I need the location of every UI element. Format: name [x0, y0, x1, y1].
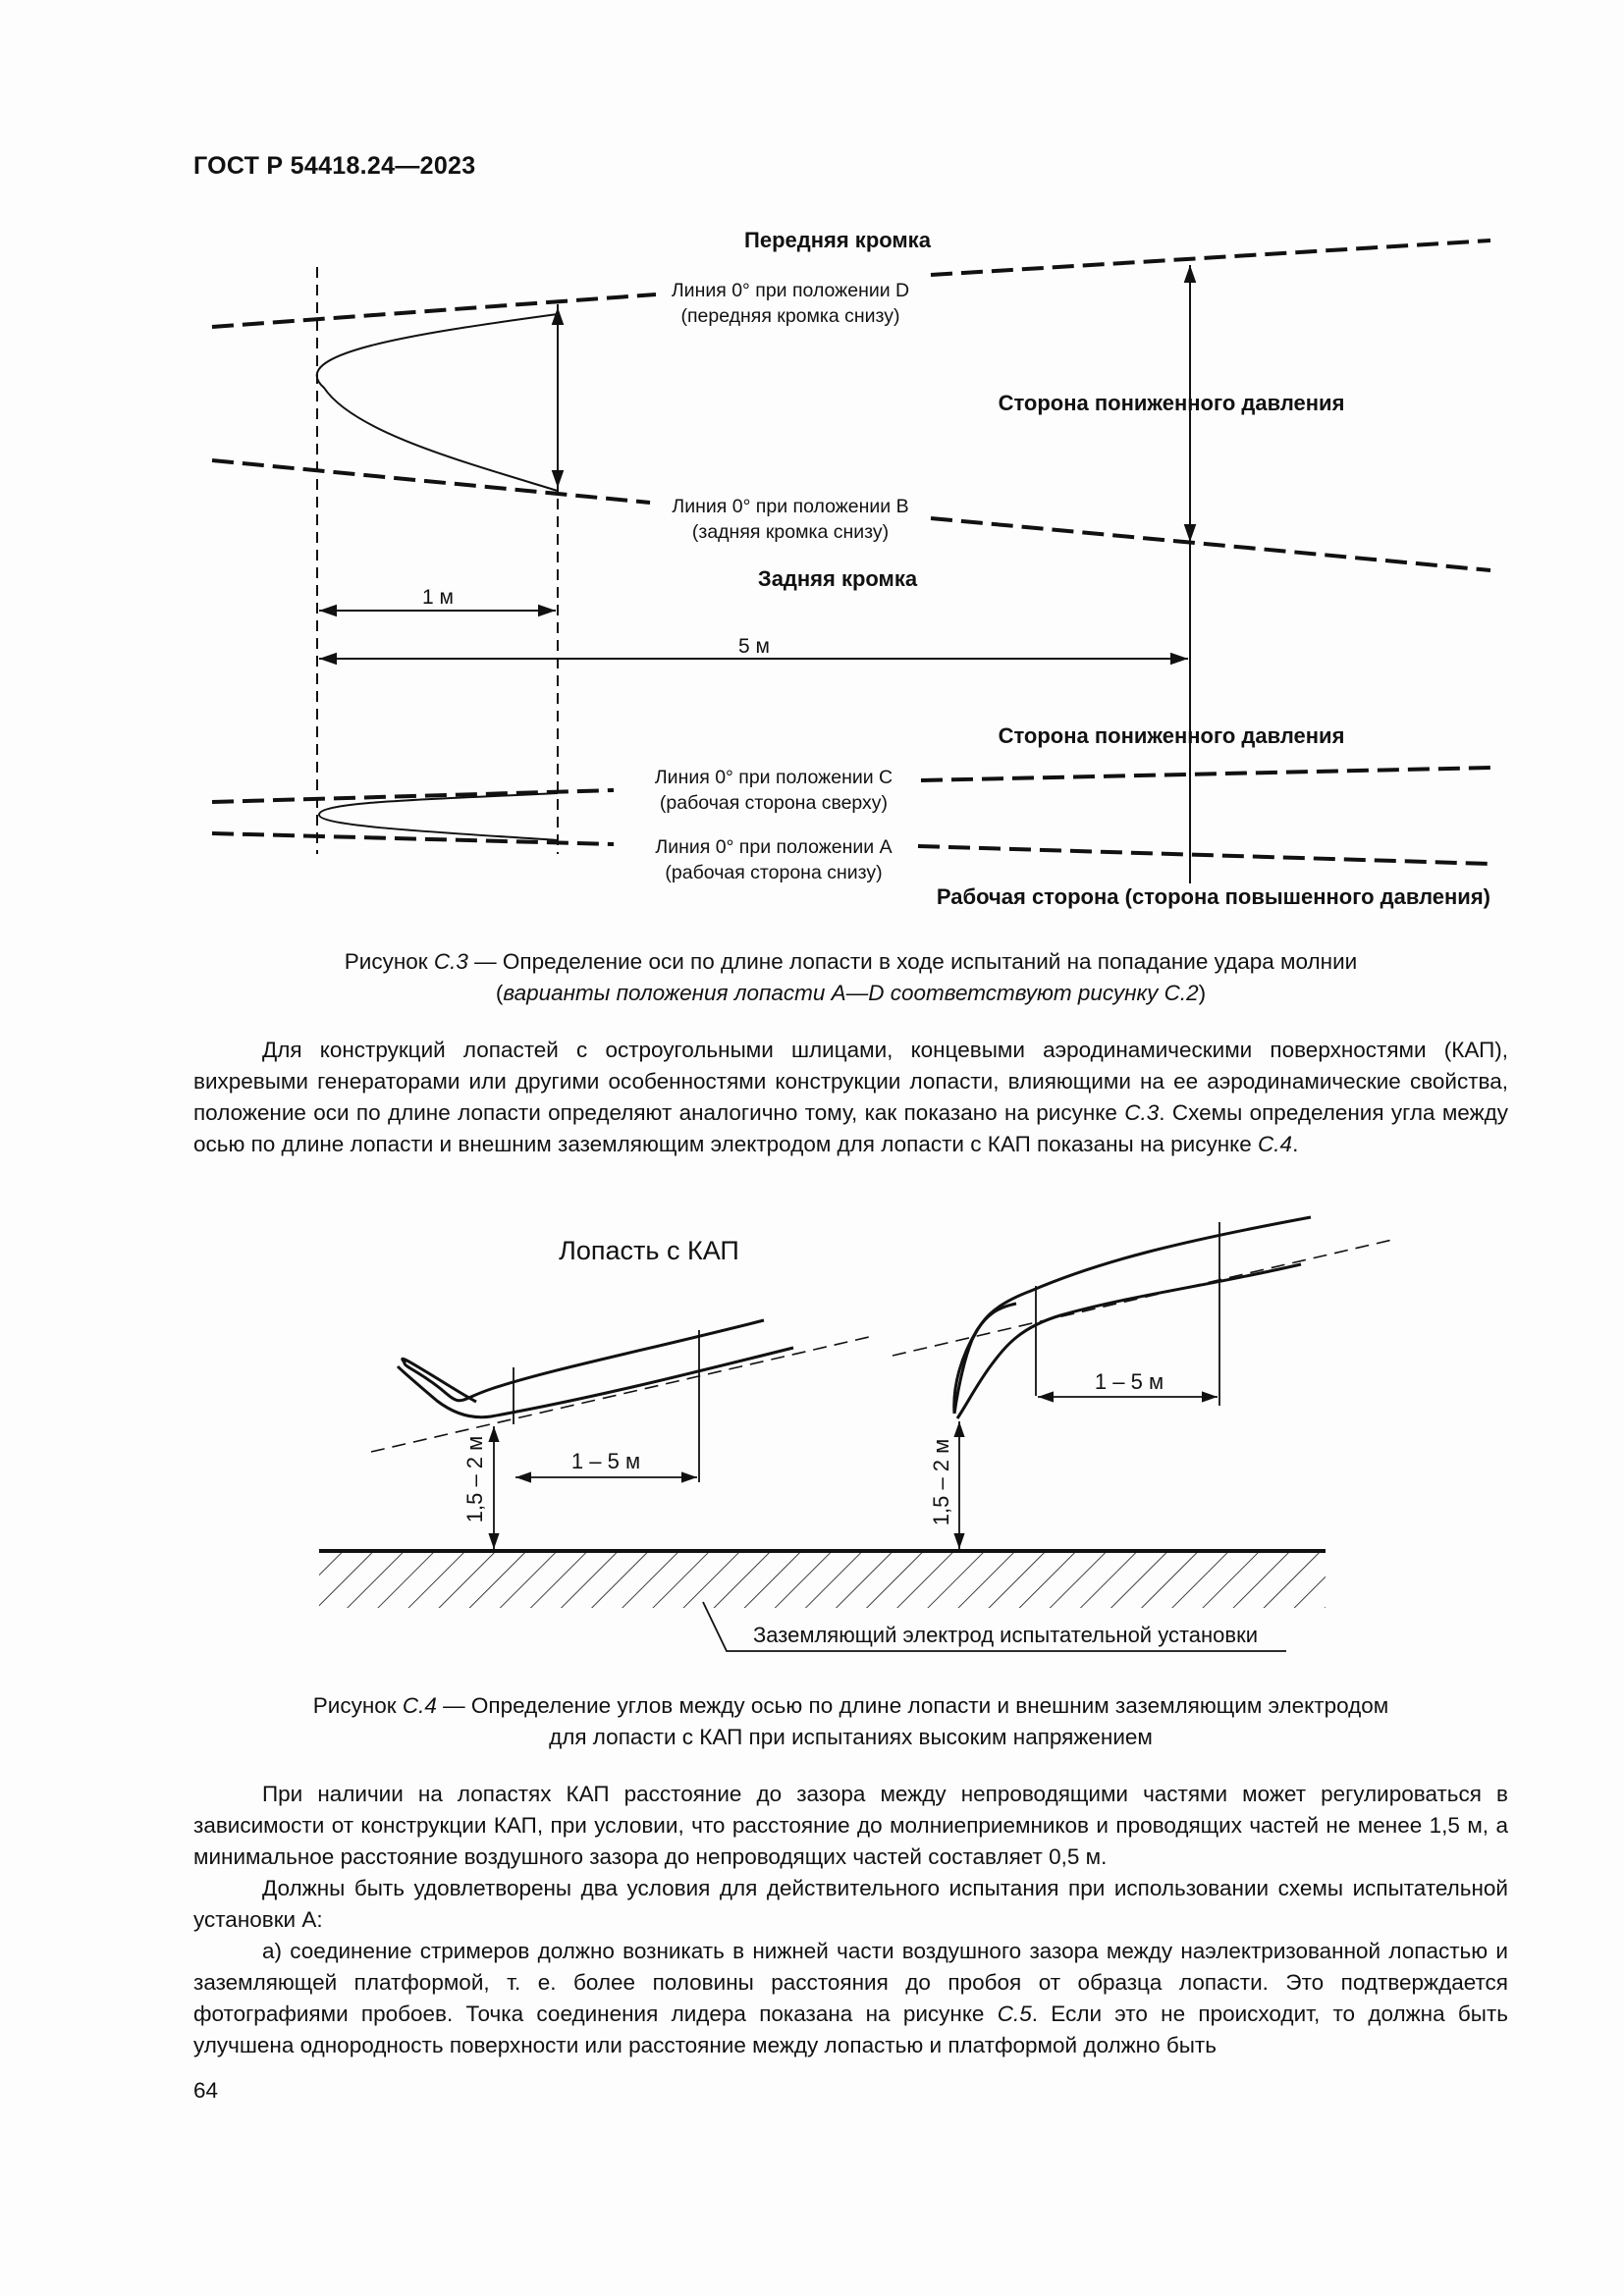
paragraph-1-text-b: . Схемы определения угла между осью по длине лопасти и внешним заземляющим электродом для лопасти с КАП показаны на рисунке — [193, 1100, 1508, 1156]
zero-line-a-left — [212, 833, 614, 844]
line-a-label: Линия 0° при положении A — [655, 836, 893, 858]
pressure-side-label: Рабочая сторона (сторона повышенного давления) — [936, 884, 1490, 909]
caption-number: С.3 — [433, 949, 468, 974]
dimension-5m-label: 5 м — [738, 635, 770, 658]
zero-line-a-right — [918, 846, 1490, 864]
page-number: 64 — [193, 2078, 219, 2103]
paragraph-4-text-b: . Если это не происходит, то должна быть улучшена однородность поверхности или расстояние между лопастью и платформой должно быть — [193, 2002, 1508, 2057]
left-blade-outer — [403, 1320, 764, 1402]
caption-prefix: Рисунок — [312, 1693, 403, 1718]
figure-c4-diagram — [0, 1178, 1624, 1688]
kap-blade-title: Лопасть с КАП — [559, 1236, 739, 1265]
ground-electrode-label: Заземляющий электрод испытательной установки — [752, 1623, 1259, 1647]
paragraph-4 — [193, 1936, 1508, 2061]
figure-ref-c5: С.5 — [997, 2002, 1032, 2026]
ground-hatch — [319, 1551, 1326, 1608]
caption-line-2: для лопасти с КАП при испытаниях высоким напряжением — [549, 1725, 1153, 1749]
blade-profile-lower — [319, 793, 558, 840]
paragraph-2: При наличии на лопастях КАП расстояние до зазора между непроводящими частями может регулироваться в зависимости от конструкции КАП, при условии, что расстояние до молниеприемников и проводящих частей не менее 1,5 м, а минимальное расстояние воздушного зазора до непроводящих частей составляет 0,5 м. — [193, 1782, 1508, 1869]
body-text — [193, 1779, 1508, 2061]
zero-line-b-left — [212, 460, 650, 503]
figure-c3-diagram — [0, 0, 1624, 942]
document-code: ГОСТ Р 54418.24—2023 — [193, 152, 476, 180]
right-horizontal-dimension-label: 1 – 5 м — [1094, 1369, 1164, 1394]
line-c-label: Линия 0° при положении C — [654, 767, 893, 788]
paragraph-1 — [193, 1035, 1508, 1160]
paragraph-1-text-a: Для конструкций лопастей с остроугольными шлицами, концевыми аэродинамическими поверхностями (КАП), вихревыми генераторами или другими особенностями конструкции лопасти, влияющими на ее аэродинамические свойства, положение оси по длине лопасти определяют аналогично тому, как показано на рисунке — [193, 1038, 1508, 1125]
caption-note: варианты положения лопасти А—D соответствуют рисунку С.2 — [503, 981, 1199, 1005]
line-b-label: Линия 0° при положении B — [672, 496, 909, 517]
paragraph-4-text-a: а) соединение стримеров должно возникать в нижней части воздушного зазора между наэлектризованной лопастью и заземляющей платформой, т. е. более половины расстояния до пробоя от образца лопасти. Это подтверждается фотографиями пробоев. Точка соединения лидера показана на рисунке — [193, 1939, 1508, 2026]
left-blade-inner — [398, 1348, 793, 1417]
line-d-note: (передняя кромка снизу) — [680, 305, 900, 327]
line-b-note: (задняя кромка снизу) — [691, 521, 890, 543]
caption-paren-open: ( — [495, 981, 504, 1005]
figure-ref-c3: С.3 — [1124, 1100, 1160, 1125]
zero-line-c-right — [921, 768, 1490, 780]
zero-line-b-right — [931, 518, 1490, 570]
paragraph-1-text-c: . — [1292, 1132, 1299, 1156]
trailing-edge-label: Задняя кромка — [757, 566, 918, 591]
zero-line-d-left — [212, 294, 656, 327]
paragraph-3: Должны быть удовлетворены два условия для действительного испытания при использовании схемы испытательной установки А: — [193, 1876, 1508, 1932]
dimension-1m-label: 1 м — [422, 586, 454, 609]
caption-text: — Определение оси по длине лопасти в ходе испытаний на попадание удара молнии — [467, 949, 1358, 974]
suction-side-bottom-label: Сторона пониженного давления — [998, 723, 1345, 748]
suction-side-top-label: Сторона пониженного давления — [998, 391, 1345, 415]
line-c-note: (рабочая сторона сверху) — [659, 792, 889, 814]
caption-prefix: Рисунок — [344, 949, 434, 974]
right-vertical-dimension-label: 1,5 – 2 м — [929, 1438, 953, 1526]
right-blade-inner — [957, 1264, 1301, 1418]
figure-c3-caption — [193, 946, 1508, 1009]
figure-ref-c4: С.4 — [1258, 1132, 1293, 1156]
line-a-note: (рабочая сторона снизу) — [665, 862, 883, 883]
right-blade-winglet — [954, 1304, 1016, 1414]
line-d-label: Линия 0° при положении D — [671, 280, 910, 301]
left-vertical-dimension-label: 1,5 – 2 м — [462, 1435, 487, 1523]
leading-edge-label: Передняя кромка — [744, 228, 931, 252]
caption-number: С.4 — [402, 1693, 437, 1718]
figure-c4-caption — [193, 1690, 1508, 1753]
caption-paren-close: ) — [1198, 981, 1207, 1005]
blade-profile-upper — [317, 314, 558, 491]
zero-line-d-right — [931, 240, 1490, 275]
caption-text: — Определение углов между осью по длине лопасти и внешним заземляющим электродом — [436, 1693, 1389, 1718]
left-horizontal-dimension-label: 1 – 5 м — [570, 1449, 641, 1473]
